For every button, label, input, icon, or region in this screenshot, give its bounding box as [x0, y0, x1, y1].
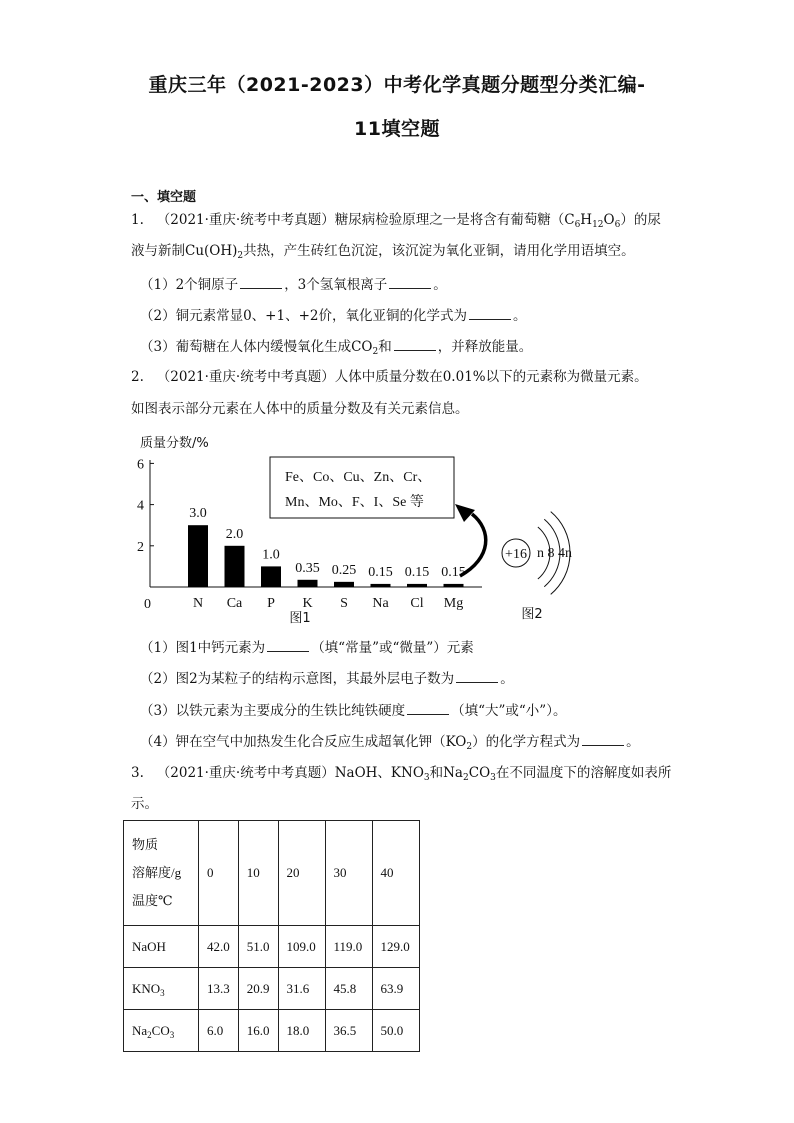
q1-part-2: （2）铜元素常显0、+1、+2价，氧化亚铜的化学式为 。 — [140, 308, 527, 324]
figure-1-caption: 图1 — [289, 611, 311, 626]
answer-blank[interactable] — [394, 337, 436, 351]
bar-value-label: 0.15 — [368, 564, 393, 580]
q2-part-2: （2）图2为某粒子的结构示意图，其最外层电子数为 。 — [140, 671, 514, 687]
table-row — [124, 1010, 420, 1052]
answer-blank[interactable] — [389, 275, 431, 289]
y-tick-label: 4 — [137, 498, 144, 514]
table-cell: 18.0 — [278, 1010, 325, 1052]
bar-value-label: 1.0 — [262, 547, 280, 563]
table-temp-header: 40 — [372, 821, 419, 926]
q3-line-1: 3. （2021·重庆·统考中考真题）NaOH、$KNO_3$和$Na_2CO_3$在不同温度下的溶解度如表所 — [131, 765, 672, 783]
answer-blank[interactable] — [267, 638, 309, 652]
title-line-1: 重庆三年（2021-2023）中考化学真题分题型分类汇编- — [148, 74, 646, 96]
x-tick-label: Ca — [226, 596, 243, 611]
table-row-label: $Na_2CO_3$ — [124, 1010, 199, 1052]
q2-source: （2021·重庆·统考中考真题） — [156, 369, 335, 385]
answer-blank[interactable] — [469, 306, 511, 320]
table-cell: 51.0 — [238, 926, 278, 968]
x-tick-label: K — [302, 596, 313, 611]
q1-source: （2021·重庆·统考中考真题） — [156, 212, 335, 228]
bar-value-label: 0.15 — [404, 564, 430, 580]
table-row — [124, 926, 420, 968]
q1-line-1: 1. （2021·重庆·统考中考真题）糖尿病检验原理之一是将含有葡萄糖$(C_6H_{12}O_6)$的尿 — [131, 212, 661, 230]
x-tick-label: S — [340, 596, 348, 611]
bar-Ca — [225, 546, 245, 587]
answer-blank[interactable] — [240, 275, 282, 289]
table-cell: 6.0 — [199, 1010, 239, 1052]
answer-blank[interactable] — [582, 732, 624, 746]
bar-N — [188, 525, 208, 587]
bar-Mg — [444, 584, 464, 587]
table-row-label: $KNO_3$ — [124, 968, 199, 1010]
bar-value-label: 3.0 — [189, 506, 207, 522]
table-row-label: NaOH — [124, 926, 199, 968]
bar-K — [298, 580, 318, 587]
figure-2-caption: 图2 — [521, 607, 543, 622]
y-axis-label: 质量分数/% — [140, 436, 209, 451]
x-tick-label: N — [192, 596, 204, 611]
table-cell: 45.8 — [325, 968, 372, 1010]
bar-Na — [371, 584, 391, 587]
bar-Cl — [407, 584, 427, 587]
y-tick-label: 2 — [137, 539, 144, 555]
solubility-table — [123, 820, 420, 1052]
origin-label: 0 — [144, 597, 151, 612]
table-cell: 20.9 — [238, 968, 278, 1010]
table-temp-header: 10 — [238, 821, 278, 926]
bar-value-label: 0.15 — [441, 564, 466, 580]
table-cell: 13.3 — [199, 968, 239, 1010]
table-header-corner: 物质 溶解度/g 温度℃ — [124, 821, 199, 926]
section-heading: 一、填空题 — [131, 190, 197, 205]
table-temp-header: 30 — [325, 821, 372, 926]
q2-number: 2. — [131, 369, 144, 385]
arrow-head — [455, 504, 475, 522]
q3-source: （2021·重庆·统考中考真题） — [156, 765, 335, 781]
shell-electron-counts: n 8 4n — [537, 546, 572, 561]
q3-line-2: 示。 — [131, 796, 158, 812]
trace-elements-line-1: Fe、Co、Cu、Zn、Cr、 — [285, 470, 432, 485]
q1-number: 1. — [131, 212, 144, 228]
table-cell: 50.0 — [372, 1010, 419, 1052]
q2-part-3: （3）以铁元素为主要成分的生铁比纯铁硬度 （填“大”或“小”）。 — [140, 703, 567, 719]
x-tick-label: Cl — [410, 596, 424, 611]
q1-part-3: （3）葡萄糖在人体内缓慢氧化生成$CO_2$和 ，并释放能量。 — [140, 339, 533, 357]
q2-line-2: 如图表示部分元素在人体中的质量分数及有关元素信息。 — [131, 401, 469, 417]
q1-line-2: 液与新制$Cu(OH)_2$共热，产生砖红色沉淀，该沉淀为氧化亚铜，请用化学用语填空。 — [131, 243, 635, 261]
table-temp-header: 20 — [278, 821, 325, 926]
table-cell: 31.6 — [278, 968, 325, 1010]
q2-line-1: 2. （2021·重庆·统考中考真题）人体中质量分数在0.01%以下的元素称为微量元素。 — [131, 369, 648, 385]
table-cell: 109.0 — [278, 926, 325, 968]
table-cell: 63.9 — [372, 968, 419, 1010]
table-cell: 16.0 — [238, 1010, 278, 1052]
title-line-2: 11填空题 — [354, 118, 440, 140]
table-temp-header: 0 — [199, 821, 239, 926]
table-cell: 42.0 — [199, 926, 239, 968]
y-tick-label: 6 — [137, 457, 144, 473]
q2-part-4: （4）钾在空气中加热发生化合反应生成超氧化钾$(KO_2)$的化学方程式为 。 — [140, 734, 640, 752]
answer-blank[interactable] — [407, 701, 449, 715]
bar-S — [334, 582, 354, 587]
table-row — [124, 968, 420, 1010]
x-tick-label: P — [267, 596, 275, 611]
bar-P — [261, 566, 281, 587]
nucleus-charge: +16 — [505, 547, 527, 562]
x-tick-label: Na — [372, 596, 389, 611]
trace-elements-line-2: Mn、Mo、F、I、Se 等 — [285, 495, 424, 510]
bar-value-label: 0.25 — [331, 562, 357, 578]
table-cell: 129.0 — [372, 926, 419, 968]
q3-number: 3. — [131, 765, 144, 781]
element-mass-fraction-chart — [130, 430, 610, 630]
table-header-row — [124, 821, 420, 926]
q2-part-1: （1）图1中钙元素为 （填“常量”或“微量”）元素 — [140, 640, 474, 656]
q1-part-1: （1）2个铜原子 ，3个氢氧根离子 。 — [140, 277, 447, 293]
bar-value-label: 0.35 — [295, 560, 320, 576]
table-cell: 119.0 — [325, 926, 372, 968]
bar-value-label: 2.0 — [225, 526, 244, 542]
answer-blank[interactable] — [456, 669, 498, 683]
x-tick-label: Mg — [443, 596, 464, 611]
table-cell: 36.5 — [325, 1010, 372, 1052]
